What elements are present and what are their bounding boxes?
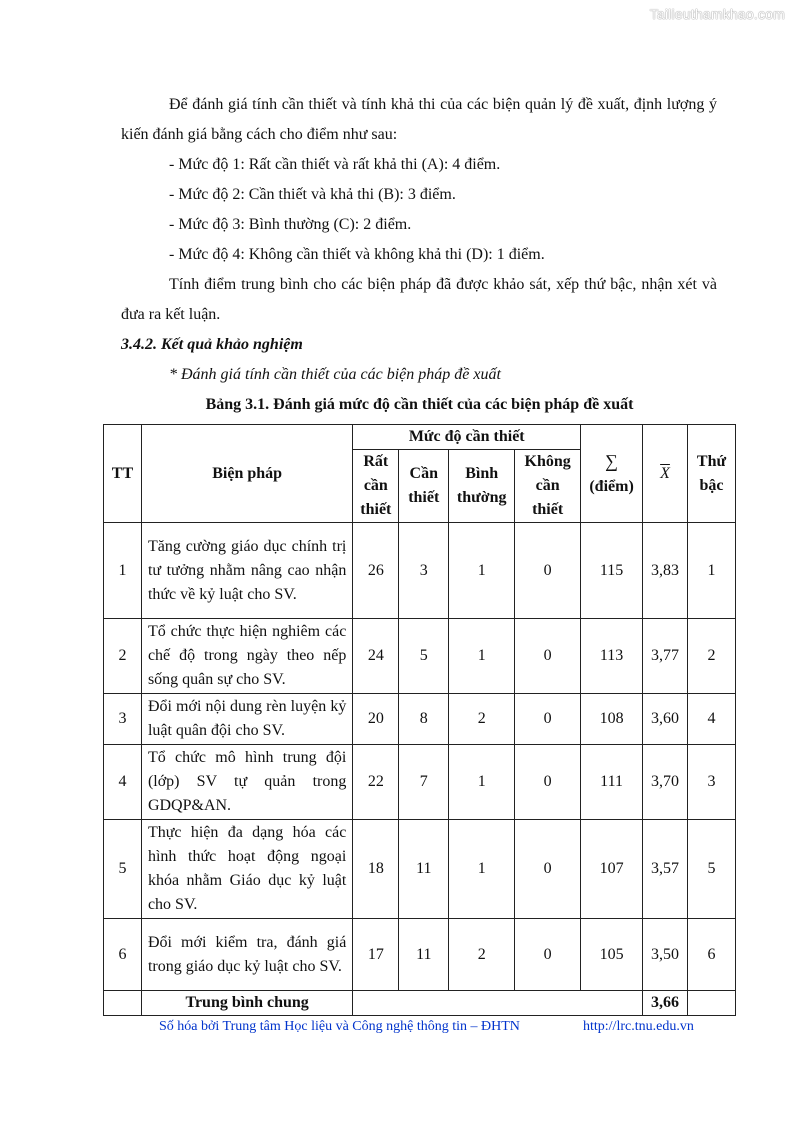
cell-not-needed: 0 bbox=[515, 694, 581, 745]
cell-tt: 4 bbox=[104, 745, 142, 820]
cell-measure: Thực hiện đa dạng hóa các hình thức hoạt động ngoại khóa nhằm Giáo dục kỷ luật cho SV. bbox=[141, 820, 352, 919]
table-row bbox=[104, 745, 736, 820]
cell-mean: 3,57 bbox=[643, 820, 688, 919]
cell-rank: 2 bbox=[687, 619, 735, 694]
header-level-group: Mức độ cần thiết bbox=[353, 425, 581, 450]
cell-mean: 3,50 bbox=[643, 919, 688, 991]
cell-not-needed: 0 bbox=[515, 523, 581, 619]
cell-not-needed: 0 bbox=[515, 820, 581, 919]
cell-very-needed: 18 bbox=[353, 820, 399, 919]
cell-measure: Tăng cường giáo dục chính trị tư tưởng nhằm nâng cao nhận thức về kỷ luật cho SV. bbox=[141, 523, 352, 619]
cell-tt: 2 bbox=[104, 619, 142, 694]
cell-sum: 107 bbox=[581, 820, 643, 919]
cell-needed: 5 bbox=[399, 619, 449, 694]
cell-very-needed: 26 bbox=[353, 523, 399, 619]
cell-empty bbox=[687, 991, 735, 1016]
total-label: Trung bình chung bbox=[141, 991, 352, 1016]
cell-tt: 6 bbox=[104, 919, 142, 991]
header-not-needed: Không cần thiết bbox=[515, 450, 581, 523]
header-rank: Thứ bậc bbox=[687, 425, 735, 523]
cell-normal: 1 bbox=[449, 820, 515, 919]
footer-url-link[interactable]: http://lrc.tnu.edu.vn bbox=[583, 1019, 694, 1034]
cell-needed: 3 bbox=[399, 523, 449, 619]
cell-normal: 1 bbox=[449, 619, 515, 694]
cell-not-needed: 0 bbox=[515, 745, 581, 820]
section-heading: 3.4.2. Kết quả khảo nghiệm bbox=[121, 336, 303, 353]
watermark-text: Tailieuthamkhao.com bbox=[649, 6, 785, 22]
cell-sum: 108 bbox=[581, 694, 643, 745]
cell-mean: 3,70 bbox=[643, 745, 688, 820]
cell-mean: 3,60 bbox=[643, 694, 688, 745]
level-4-line: - Mức độ 4: Không cần thiết và không khả thi (D): 1 điểm. bbox=[169, 246, 545, 263]
cell-normal: 2 bbox=[449, 694, 515, 745]
cell-needed: 8 bbox=[399, 694, 449, 745]
cell-empty bbox=[104, 991, 142, 1016]
header-tt: TT bbox=[104, 425, 142, 523]
footer-text: Số hóa bởi Trung tâm Học liệu và Công nghệ thông tin – ĐHTN bbox=[159, 1019, 520, 1034]
cell-rank: 5 bbox=[687, 820, 735, 919]
cell-very-needed: 24 bbox=[353, 619, 399, 694]
cell-not-needed: 0 bbox=[515, 619, 581, 694]
cell-not-needed: 0 bbox=[515, 919, 581, 991]
header-mean bbox=[643, 425, 688, 523]
table-row bbox=[104, 523, 736, 619]
cell-measure: Tổ chức thực hiện nghiêm các chế độ trong ngày theo nếp sống quân sự cho SV. bbox=[141, 619, 352, 694]
conclusion-paragraph: Tính điểm trung bình cho các biện pháp đã được khảo sát, xếp thứ bậc, nhận xét và đưa ra kết luận. bbox=[121, 276, 717, 323]
cell-measure: Đổi mới kiểm tra, đánh giá trong giáo dục kỷ luật cho SV. bbox=[141, 919, 352, 991]
level-1-line: - Mức độ 1: Rất cần thiết và rất khả thi (A): 4 điểm. bbox=[169, 156, 501, 173]
cell-mean: 3,77 bbox=[643, 619, 688, 694]
cell-measure: Tổ chức mô hình trung đội (lớp) SV tự quản trong GDQP&AN. bbox=[141, 745, 352, 820]
cell-very-needed: 17 bbox=[353, 919, 399, 991]
cell-mean: 3,83 bbox=[643, 523, 688, 619]
header-normal: Bình thường bbox=[449, 450, 515, 523]
table-row bbox=[104, 919, 736, 991]
level-2-line: - Mức độ 2: Cần thiết và khả thi (B): 3 điểm. bbox=[169, 186, 456, 203]
cell-rank: 3 bbox=[687, 745, 735, 820]
cell-needed: 7 bbox=[399, 745, 449, 820]
cell-very-needed: 20 bbox=[353, 694, 399, 745]
cell-rank: 1 bbox=[687, 523, 735, 619]
total-row bbox=[104, 991, 736, 1016]
header-sum bbox=[581, 425, 643, 523]
cell-normal: 1 bbox=[449, 523, 515, 619]
sub-heading: * Đánh giá tính cần thiết của các biện pháp đề xuất bbox=[169, 366, 501, 383]
cell-needed: 11 bbox=[399, 919, 449, 991]
cell-rank: 4 bbox=[687, 694, 735, 745]
header-needed: Cần thiết bbox=[399, 450, 449, 523]
cell-tt: 1 bbox=[104, 523, 142, 619]
evaluation-table bbox=[103, 424, 736, 1016]
cell-rank: 6 bbox=[687, 919, 735, 991]
cell-tt: 3 bbox=[104, 694, 142, 745]
cell-empty bbox=[353, 991, 643, 1016]
total-mean: 3,66 bbox=[643, 991, 688, 1016]
table-caption: Bảng 3.1. Đánh giá mức độ cần thiết của các biện pháp đề xuất bbox=[205, 396, 634, 413]
header-measure: Biện pháp bbox=[141, 425, 352, 523]
cell-sum: 105 bbox=[581, 919, 643, 991]
cell-measure: Đổi mới nội dung rèn luyện kỷ luật quân đội cho SV. bbox=[141, 694, 352, 745]
table-row bbox=[104, 619, 736, 694]
table-row bbox=[104, 694, 736, 745]
cell-needed: 11 bbox=[399, 820, 449, 919]
cell-sum: 113 bbox=[581, 619, 643, 694]
cell-very-needed: 22 bbox=[353, 745, 399, 820]
header-very-needed: Rất cần thiết bbox=[353, 450, 399, 523]
table-row bbox=[104, 820, 736, 919]
mean-symbol: $\overline{X}$ bbox=[660, 464, 670, 482]
intro-paragraph: Để đánh giá tính cần thiết và tính khả thi của các biện quản lý đề xuất, định lượng ý kiến đánh giá bằng cách cho điểm như sau: bbox=[121, 96, 717, 143]
cell-sum: 111 bbox=[581, 745, 643, 820]
cell-tt: 5 bbox=[104, 820, 142, 919]
sum-symbol: ∑ bbox=[605, 450, 618, 471]
cell-normal: 2 bbox=[449, 919, 515, 991]
sum-unit: (điểm) bbox=[589, 477, 634, 495]
level-3-line: - Mức độ 3: Bình thường (C): 2 điểm. bbox=[169, 216, 412, 233]
cell-sum: 115 bbox=[581, 523, 643, 619]
cell-normal: 1 bbox=[449, 745, 515, 820]
